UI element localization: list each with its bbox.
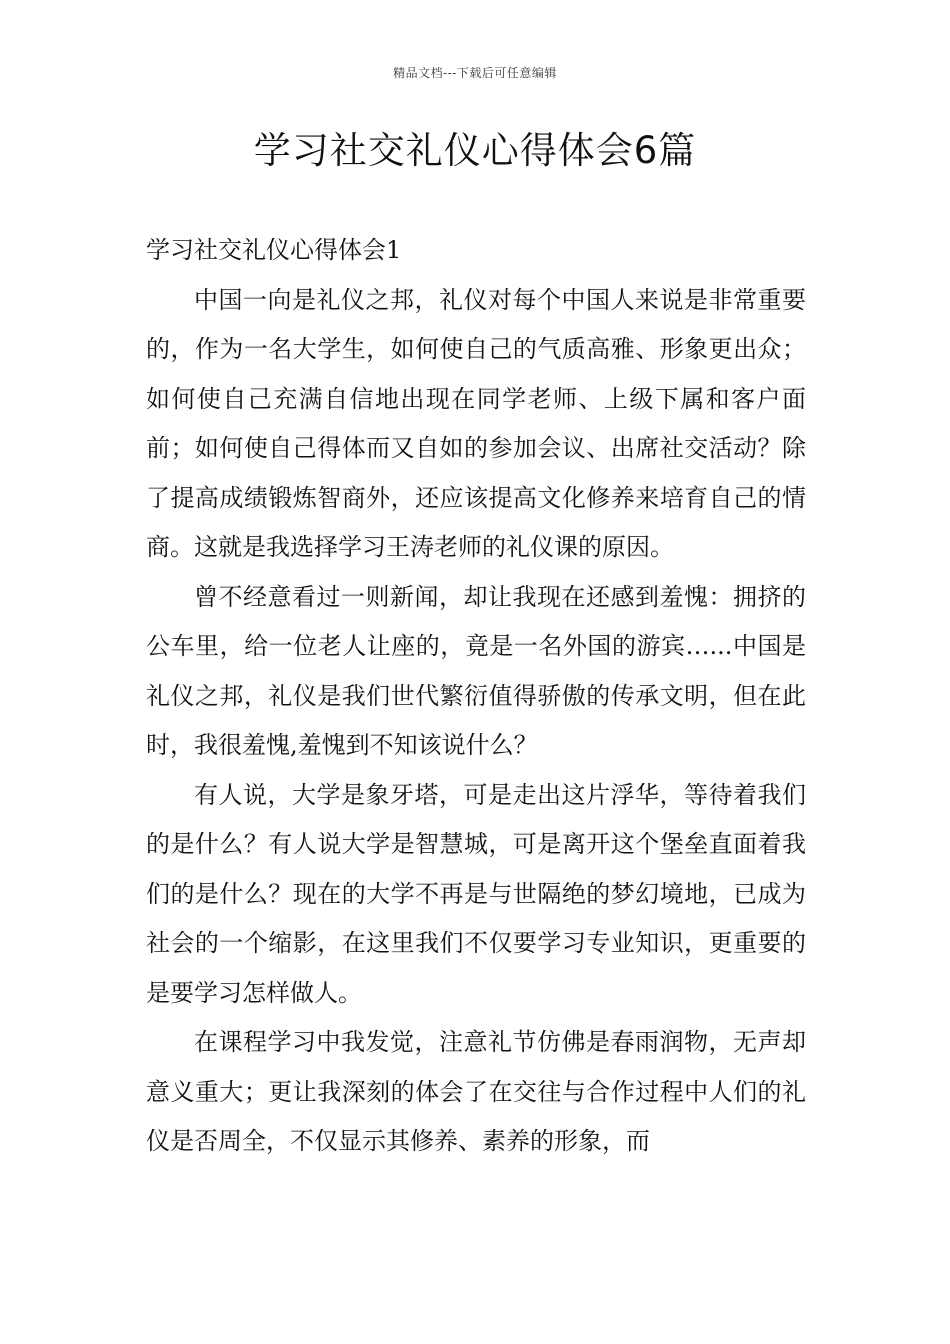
header-note: 精品文档---下载后可任意编辑 <box>393 66 557 80</box>
paragraph-4: 在课程学习中我发觉，注意礼节仿佛是春雨润物，无声却意义重大；更让我深刻的体会了在交往与合作过程中人们的礼仪是否周全，不仅显示其修养、素养的形象，而 <box>146 1028 806 1155</box>
section-heading: 学习社交礼仪心得体会1 <box>146 236 402 264</box>
document-body <box>146 226 806 1167</box>
paragraph-1: 中国一向是礼仪之邦，礼仪对每个中国人来说是非常重要的，作为一名大学生，如何使自己的气质高雅、形象更出众；如何使自己充满自信地出现在同学老师、上级下属和客户面前；如何使自己得体而又自如的参加会议、出席社交活动？除了提高成绩锻炼智商外，还应该提高文化修养来培育自己的情商。这就是我选择学习王涛老师的礼仪课的原因。 <box>146 285 806 561</box>
document-title: 学习社交礼仪心得体会6篇 <box>253 129 697 172</box>
paragraph-2: 曾不经意看过一则新闻，却让我现在还感到羞愧：拥挤的公车里，给一位老人让座的，竟是一名外国的游宾…...中国是礼仪之邦，礼仪是我们世代繁衍值得骄傲的传承文明，但在此时，我很羞愧,羞愧到不知该说什么？ <box>146 582 806 759</box>
paragraph-3: 有人说，大学是象牙塔，可是走出这片浮华，等待着我们的是什么？有人说大学是智慧城，可是离开这个堡垒直面着我们的是什么？现在的大学不再是与世隔绝的梦幻境地，已成为社会的一个缩影，在这里我们不仅要学习专业知识，更重要的是要学习怎样做人。 <box>146 780 806 1007</box>
